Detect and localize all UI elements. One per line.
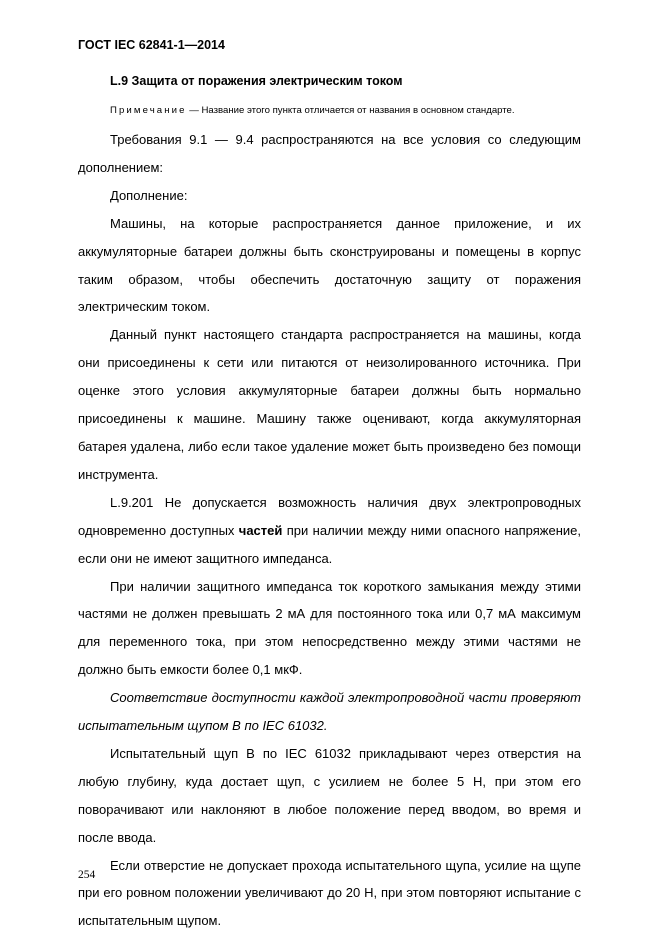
- paragraph-6: При наличии защитного импеданса ток короткого замыкания между этими частями не должен превышать 2 мА для постоянного тока или 0,7 мА максимум для переменного тока, при этом непосредственно между этими частями не должно быть емкости более 0,1 мкФ.: [78, 578, 581, 678]
- paragraph-5-end: при наличии между ними опасного напряжение, если они не имеют защитного импеданса.: [78, 522, 581, 566]
- paragraph-5-start: L.9.201 Не допускается возможность наличия двух электропроводных одновременно доступных: [78, 494, 581, 538]
- section-title: L.9 Защита от поражения электрическим током: [110, 74, 403, 88]
- body-text: [78, 126, 581, 935]
- paragraph-2: Дополнение:: [110, 187, 188, 203]
- paragraph-9: Если отверстие не допускает прохода испытательного щупа, усилие на щупе при его ровном положении увеличивают до 20 Н, при этом повторяют испытание с испытательным щупом.: [78, 857, 581, 929]
- note-text: — Название этого пункта отличается от названия в основном стандарте.: [186, 105, 515, 116]
- paragraph-1: Требования 9.1 — 9.4 распространяются на все условия со следующим дополнением:: [78, 132, 581, 175]
- paragraph-5-term: частей: [238, 522, 283, 538]
- note: [110, 105, 515, 116]
- note-label: Примечание: [110, 105, 187, 116]
- page-number: 254: [78, 869, 96, 881]
- paragraph-5: [78, 489, 581, 573]
- paragraph-4: Данный пункт настоящего стандарта распространяется на машины, когда они присоединены к сети или питаются от неизолированного источника. При оценке этого условия аккумуляторные батареи должны быть нормально присоединены к машине. Машину также оценивают, когда аккумуляторная батарея удалена, либо если такое удаление может быть произведено без помощи инструмента.: [78, 327, 581, 482]
- paragraph-7-compliance: Соответствие доступности каждой электропроводной части проверяют испытательным щупом В по IEC 61032.: [78, 690, 581, 734]
- paragraph-8: Испытательный щуп В по IEC 61032 прикладывают через отверстия на любую глубину, куда достает щуп, с усилием не более 5 Н, при этом его поворачивают или наклоняют в любое положение перед вводом, во время и после ввода.: [78, 745, 581, 845]
- document-header: ГОСТ IEC 62841-1—2014: [78, 38, 225, 52]
- paragraph-3: Машины, на которые распространяется данное приложение, и их аккумуляторные батареи должны быть сконструированы и помещены в корпус таким образом, чтобы обеспечить достаточную защиту от поражения электрическим током.: [78, 215, 581, 315]
